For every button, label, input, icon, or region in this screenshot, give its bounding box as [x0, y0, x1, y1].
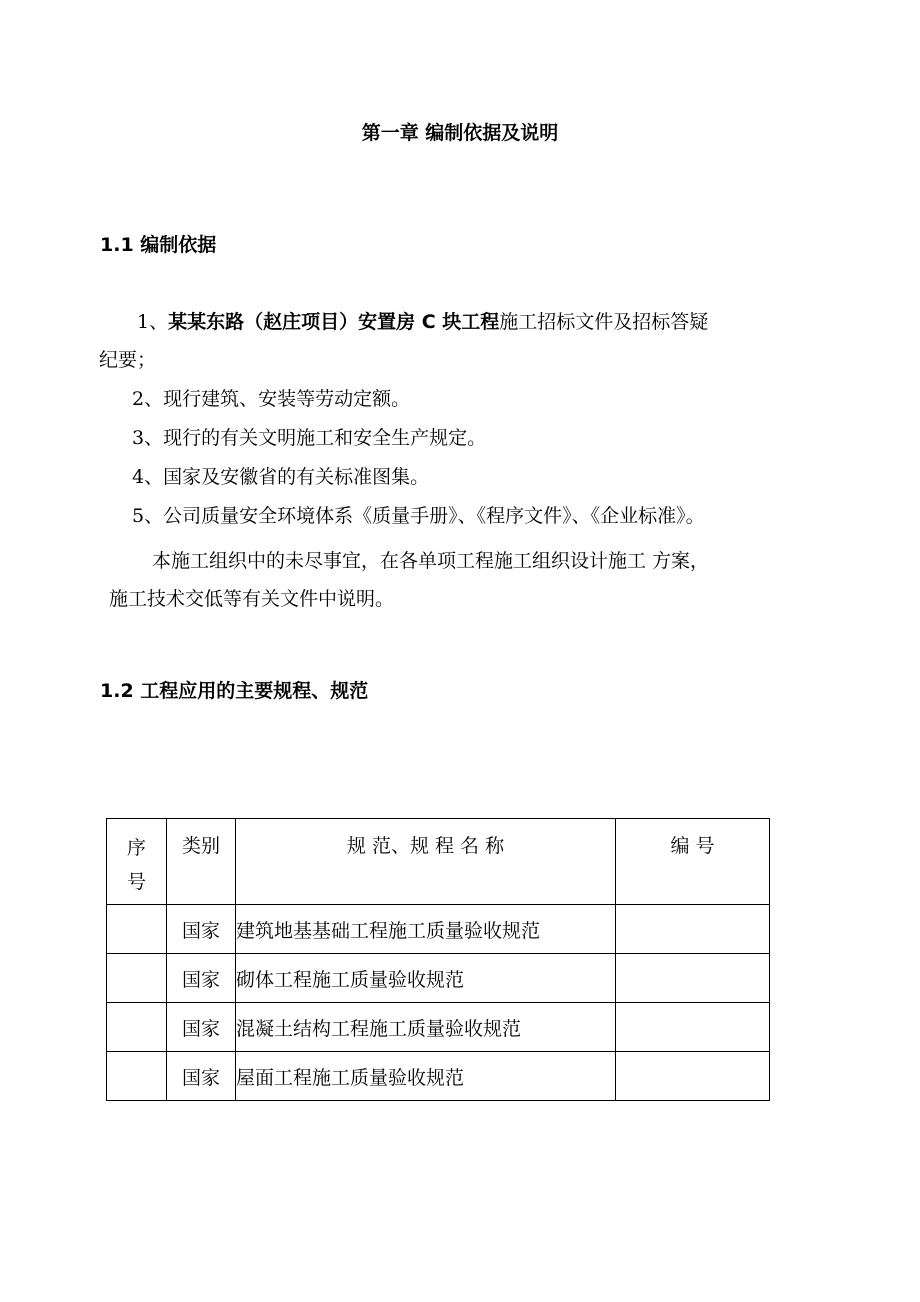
cell-serial — [107, 905, 167, 954]
basis-item-1-continued: 纪要； — [99, 349, 157, 371]
basis-item-2: 2、现行建筑、安装等劳动定额。 — [132, 388, 411, 410]
cell-serial — [107, 1052, 167, 1101]
cell-code — [616, 1003, 770, 1052]
note-line-1: 本施工组织中的未尽事宜，在各单项工程施工组织设计施工 方案， — [152, 550, 710, 572]
standards-table — [106, 818, 770, 1101]
header-code: 编 号 — [616, 819, 770, 905]
cell-standard-name: 屋面工程施工质量验收规范 — [236, 1052, 616, 1101]
basis-item-1 — [137, 303, 708, 341]
basis-item-4: 4、国家及安徽省的有关标准图集。 — [132, 466, 430, 488]
basis-item-3: 3、现行的有关文明施工和安全生产规定。 — [132, 427, 487, 449]
table-row — [107, 1003, 770, 1052]
cell-code — [616, 954, 770, 1003]
cell-code — [616, 905, 770, 954]
basis-item-5: 5、公司质量安全环境体系《质量手册》、《程序文件》、《企业标准》。 — [132, 505, 705, 527]
cell-code — [616, 1052, 770, 1101]
cell-standard-name: 建筑地基基础工程施工质量验收规范 — [236, 905, 616, 954]
table-header-row — [107, 819, 770, 905]
header-standard-name: 规 范、规 程 名 称 — [236, 819, 616, 905]
cell-serial — [107, 954, 167, 1003]
section-heading-1-1: 1.1 编制依据 — [100, 234, 217, 256]
header-serial-number — [107, 819, 167, 905]
basis-item-1-prefix: 1、 — [137, 311, 169, 333]
section-heading-1-2: 1.2 工程应用的主要规程、规范 — [100, 680, 369, 702]
header-serial-line1: 序 — [126, 837, 146, 859]
cell-category: 国家 — [167, 1003, 236, 1052]
project-name: 某某东路（赵庄项目）安置房 C 块工程 — [168, 311, 500, 333]
cell-standard-name: 砌体工程施工质量验收规范 — [236, 954, 616, 1003]
table-row — [107, 954, 770, 1003]
note-line-2: 施工技术交低等有关文件中说明。 — [109, 588, 395, 610]
table-row — [107, 1052, 770, 1101]
cell-category: 国家 — [167, 954, 236, 1003]
cell-serial — [107, 1003, 167, 1052]
cell-category: 国家 — [167, 905, 236, 954]
cell-standard-name: 混凝土结构工程施工质量验收规范 — [236, 1003, 616, 1052]
table-row — [107, 905, 770, 954]
basis-item-1-text: 施工招标文件及招标答疑 — [499, 311, 709, 333]
chapter-title: 第一章 编制依据及说明 — [361, 122, 559, 144]
header-serial-line2: 号 — [126, 871, 146, 893]
header-category: 类别 — [167, 819, 236, 905]
cell-category: 国家 — [167, 1052, 236, 1101]
